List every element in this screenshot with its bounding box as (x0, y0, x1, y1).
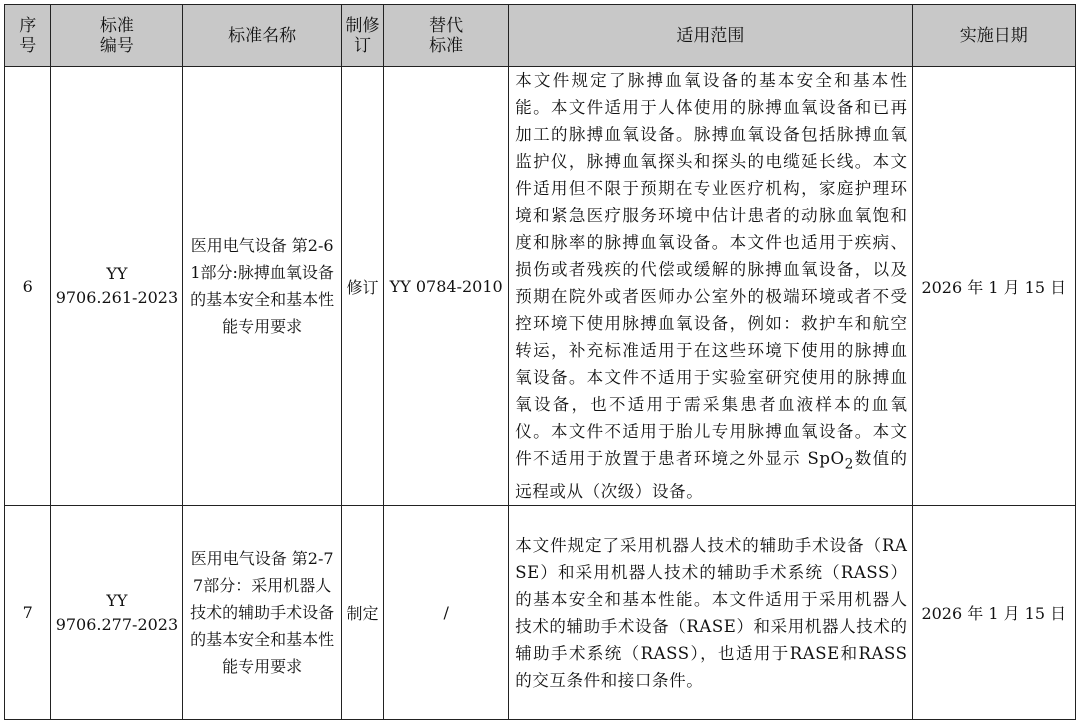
table-header-row (5, 5, 1076, 67)
header-replaces: 替代 标准 (384, 5, 509, 67)
standards-table (4, 4, 1076, 720)
cell-name: 医用电气设备 第2-77部分：采用机器人技术的辅助手术设备的基本安全和基本性能专用要求 (183, 506, 341, 720)
header-seq: 序 号 (5, 5, 51, 67)
cell-revision: 修订 (341, 67, 383, 506)
header-scope: 适用范围 (509, 5, 912, 67)
header-revision: 制修 订 (341, 5, 383, 67)
table-row (5, 506, 1076, 720)
header-name: 标准名称 (183, 5, 341, 67)
cell-name: 医用电气设备 第2-61部分:脉搏血氧设备的基本安全和基本性能专用要求 (183, 67, 341, 506)
header-code: 标准 编号 (51, 5, 183, 67)
cell-scope: 本文件规定了脉搏血氧设备的基本安全和基本性能。本文件适用于人体使用的脉搏血氧设备和已再加工的脉搏血氧设备。脉搏血氧设备包括脉搏血氧监护仪，脉搏血氧探头和探头的电缆延长线。本文件适用但不限于预期在专业医疗机构，家庭护理环境和紧急医疗服务环境中估计患者的动脉血氧饱和度和脉率的脉搏血氧设备。本文件也适用于疾病、损伤或者残疾的代偿或缓解的脉搏血氧设备，以及预期在院外或者医师办公室外的极端环境或者不受控环境下使用脉搏血氧设备，例如：救护车和航空转运，补充标准适用于在这些环境下使用的脉搏血氧设备。本文件不适用于实验室研究使用的脉搏血氧设备，也不适用于需采集患者血液样本的血氧仪。本文件不适用于胎儿专用脉搏血氧设备。本文件不适用于放置于患者环境之外显示 SpO$_2$数值的远程或从（次级）设备。 (509, 67, 912, 506)
cell-replaces: YY 0784-2010 (384, 67, 509, 506)
cell-seq: 7 (5, 506, 51, 720)
cell-date: 2026 年 1 月 15 日 (912, 67, 1075, 506)
header-date: 实施日期 (912, 5, 1075, 67)
cell-replaces: / (384, 506, 509, 720)
cell-code: YY 9706.277-2023 (51, 506, 183, 720)
cell-scope: 本文件规定了采用机器人技术的辅助手术设备（RASE）和采用机器人技术的辅助手术系统（RASS）的基本安全和基本性能。本文件适用于采用机器人技术的辅助手术设备（RASE）和采用机器人技术的辅助手术系统（RASS），也适用于RASE和RASS的交互条件和接口条件。 (509, 506, 912, 720)
cell-date: 2026 年 1 月 15 日 (912, 506, 1075, 720)
table-row (5, 67, 1076, 506)
cell-seq: 6 (5, 67, 51, 506)
cell-code: YY 9706.261-2023 (51, 67, 183, 506)
cell-revision: 制定 (341, 506, 383, 720)
